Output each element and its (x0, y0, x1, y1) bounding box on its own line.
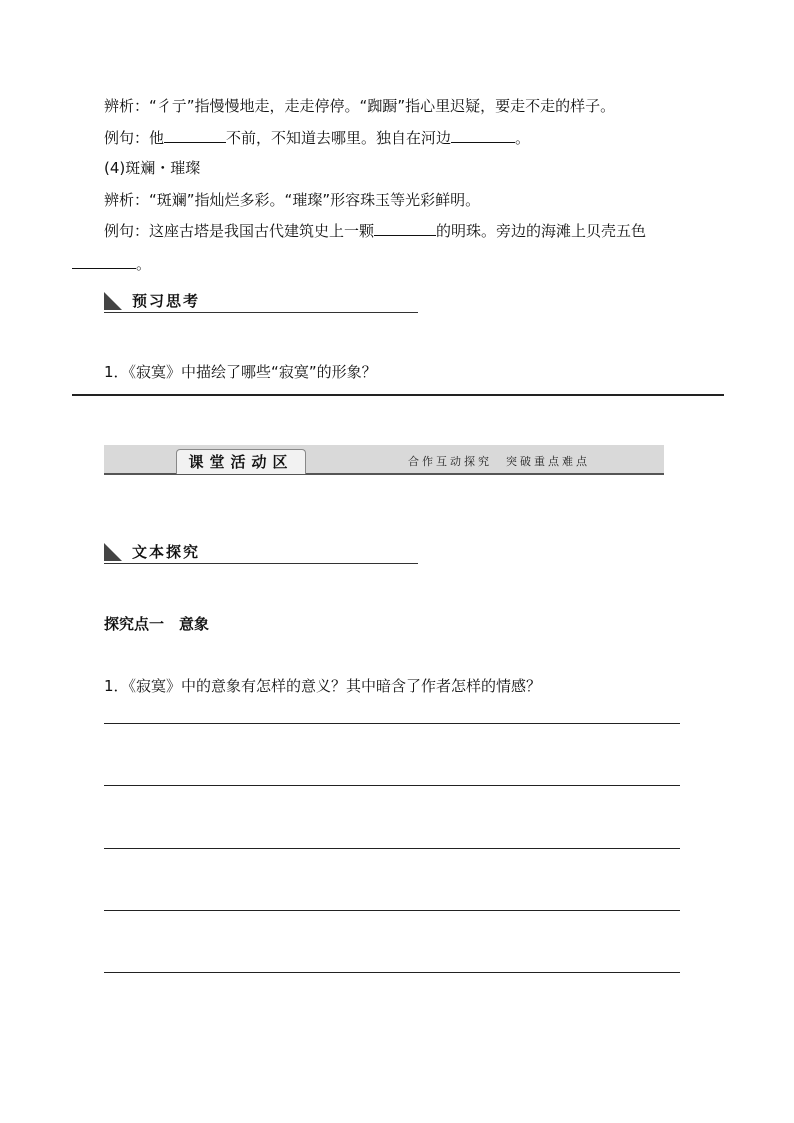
question-text: 1．《寂寞》中的意象有怎样的意义？其中暗含了作者怎样的情感？ (104, 677, 542, 695)
item-heading: (4)斑斓・璀璨 (104, 159, 201, 177)
fill-blank[interactable] (164, 128, 226, 143)
banner-tab: 课堂活动区 (176, 449, 306, 474)
analysis-line-1: 辨析：“彳亍”指慢慢地走，走走停停。“踟蹰”指心里迟疑，要走不走的样子。 (104, 97, 616, 115)
answer-line[interactable] (104, 848, 680, 849)
answer-line[interactable] (104, 723, 680, 724)
divider (72, 394, 724, 396)
example-text-c: 。 (515, 129, 531, 147)
example-text-a: 例句：这座古塔是我国古代建筑史上一颗 (104, 222, 375, 240)
example-text-end: 。 (136, 255, 152, 273)
section-header-text-inquiry (104, 541, 418, 564)
example-line-3 (72, 254, 151, 274)
fill-blank[interactable] (451, 128, 515, 143)
example-line-1 (104, 128, 530, 148)
section-title: 预习思考 (132, 292, 201, 310)
analysis-line-2: 辨析：“斑斓”指灿烂多彩。“璀璨”形容珠玉等光彩鲜明。 (104, 191, 481, 209)
example-line-2 (104, 221, 646, 241)
inquiry-point-heading: 探究点一 意象 (104, 615, 210, 633)
answer-line[interactable] (104, 910, 680, 911)
fill-blank[interactable] (374, 221, 436, 236)
question-preview: 1．《寂寞》中描绘了哪些“寂寞”的形象？ (104, 363, 377, 381)
corner-triangle-icon (104, 292, 122, 310)
banner-subtitle: 合作互动探究 突破重点难点 (408, 455, 590, 468)
example-text-b: 的明珠。旁边的海滩上贝壳五色 (436, 222, 647, 240)
fill-blank[interactable] (72, 254, 136, 269)
class-activity-banner (104, 445, 664, 475)
section-title: 文本探究 (132, 543, 201, 561)
corner-triangle-icon (104, 543, 122, 561)
answer-line[interactable] (104, 785, 680, 786)
answer-line[interactable] (104, 972, 680, 973)
example-text-b: 不前，不知道去哪里。独自在河边 (226, 129, 452, 147)
section-header-preview (104, 290, 418, 313)
example-text-a: 例句：他 (104, 129, 165, 147)
